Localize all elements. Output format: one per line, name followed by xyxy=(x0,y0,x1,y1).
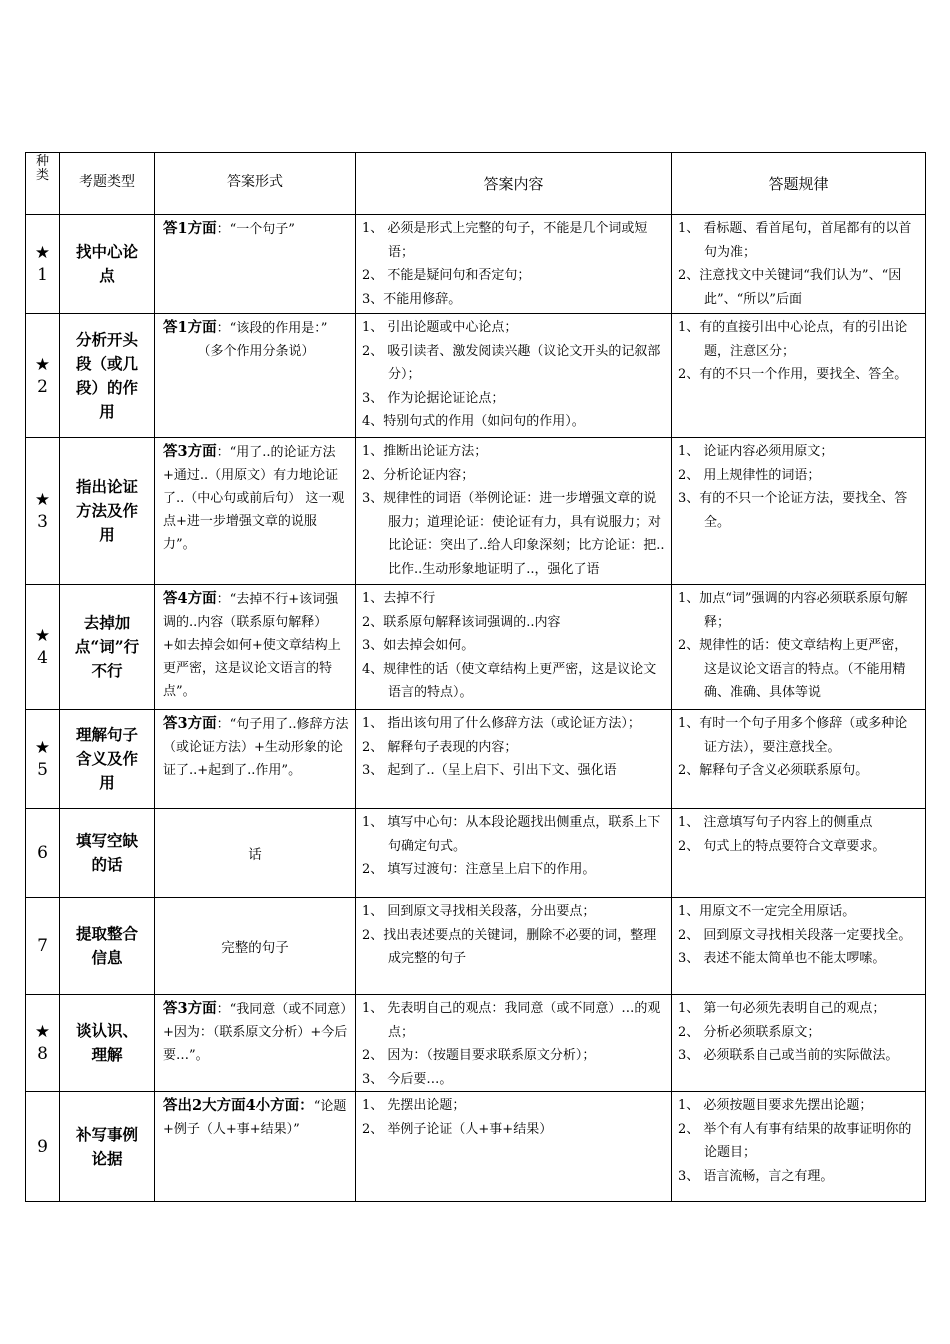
category-marker: ★ 4 xyxy=(34,626,51,668)
answer-form-text xyxy=(163,217,349,241)
category-cell xyxy=(26,809,60,898)
category-cell xyxy=(26,898,60,995)
answer-form-text xyxy=(163,316,349,340)
rule-item: 1、用原文不一定完全用原话。 xyxy=(678,904,856,919)
answer-rule-cell xyxy=(672,215,926,314)
category-cell xyxy=(26,215,60,314)
rule-item: 3、有的不只一个论证方法，要找全、答全。 xyxy=(678,491,908,530)
answer-form-template: ：“用了..的论证方法+通过..（用原文）有力地论证了..（中心句或前后句） 这一观点+进一步增强文章的说服力”。 xyxy=(163,445,345,552)
question-type-cell: 谈认识、理解 xyxy=(60,995,155,1092)
content-item: 1、 先表明自己的观点：我同意（或不同意）…的观点； xyxy=(362,1001,661,1040)
header-rule: 答题规律 xyxy=(672,153,926,215)
category-marker: 7 xyxy=(37,936,48,956)
rule-item: 2、 回到原文寻找相关段落一定要找全。 xyxy=(678,927,912,943)
answer-form-template: ：“该段的作用是：” xyxy=(216,321,328,336)
question-type-cell: 填写空缺的话 xyxy=(60,809,155,898)
answer-form-cell xyxy=(155,710,356,809)
table-row xyxy=(26,809,926,898)
rule-item: 3、 语言流畅，言之有理。 xyxy=(678,1168,834,1184)
rule-item: 1、 论证内容必须用原文； xyxy=(678,444,834,459)
category-cell xyxy=(26,995,60,1092)
rule-item: 1、 看标题、看首尾句，首尾都有的以首句为准； xyxy=(678,221,912,260)
category-cell xyxy=(26,438,60,585)
category-marker: ★ 2 xyxy=(34,354,51,397)
category-cell xyxy=(26,314,60,438)
content-item: 1、 填写中心句：从本段论题找出侧重点，联系上下句确定句式。 xyxy=(362,815,661,854)
answer-content-cell xyxy=(356,809,672,898)
content-item: 3、不能用修辞。 xyxy=(362,291,462,307)
answer-form-template: ：“去掉不行+该词强调的..内容（联系原句解释）+如去掉会如何+使文章结构上更严密，这是议论文语言的特点”。 xyxy=(163,592,341,699)
content-item: 1、 先摆出论题； xyxy=(362,1098,466,1113)
content-item: 2、 填写过渡句：注意呈上启下的作用。 xyxy=(362,862,596,877)
answer-form-cell xyxy=(155,1092,356,1202)
answer-form-count: 答3方面 xyxy=(163,715,217,732)
rule-item: 2、 分析必须联系原文； xyxy=(678,1024,821,1040)
table-row xyxy=(26,314,926,438)
table-row xyxy=(26,215,926,314)
question-type-cell: 理解句子含义及作用 xyxy=(60,710,155,809)
answer-form-text xyxy=(163,440,349,556)
header-kind: 种 类 xyxy=(26,153,60,215)
question-type-cell: 补写事例论据 xyxy=(60,1092,155,1202)
answer-rule-cell xyxy=(672,995,926,1092)
content-item: 1、 必须是形式上完整的句子，不能是几个词或短语； xyxy=(362,221,648,260)
rule-item: 2、 句式上的特点要符合文章要求。 xyxy=(678,838,886,854)
answer-form-count: 答1方面 xyxy=(163,319,217,336)
question-type-cell: 提取整合信息 xyxy=(60,898,155,995)
rule-item: 2、 举个有人有事有结果的故事证明你的论题目； xyxy=(678,1121,912,1160)
answer-rule-cell xyxy=(672,1092,926,1202)
table-row xyxy=(26,995,926,1092)
answer-content-cell xyxy=(356,710,672,809)
category-cell xyxy=(26,1092,60,1202)
rule-item: 1、有的直接引出中心论点，有的引出论题，注意区分； xyxy=(678,320,908,359)
content-item: 2、 吸引读者、激发阅读兴趣（议论文开头的记叙部分）； xyxy=(362,343,661,382)
content-item: 1、推断出论证方法； xyxy=(362,444,488,459)
answer-form-cell: 话 xyxy=(155,809,356,898)
answer-content-cell xyxy=(356,314,672,438)
answer-form-template: ：“我同意（或不同意）+因为：（联系原文分析）+今后要…”。 xyxy=(163,1002,348,1063)
header-content: 答案内容 xyxy=(356,153,672,215)
answer-content-cell xyxy=(356,438,672,585)
answer-form-count: 答4方面 xyxy=(163,590,217,607)
answer-form-text xyxy=(163,997,349,1067)
answer-form-text xyxy=(163,712,349,782)
answer-form-text xyxy=(163,1094,349,1141)
content-item: 4、规律性的话（使文章结构上更严密，这是议论文语言的特点）。 xyxy=(362,661,657,700)
rule-item: 1、有时一个句子用多个修辞（或多种论证方法），要注意找全。 xyxy=(678,716,908,755)
exam-answer-table xyxy=(25,152,926,1202)
question-type-cell: 分析开头段（或几段）的作用 xyxy=(60,314,155,438)
answer-rule-cell xyxy=(672,314,926,438)
rule-item: 3、 表述不能太简单也不能太啰嗦。 xyxy=(678,951,886,966)
answer-form-cell xyxy=(155,215,356,314)
content-item: 2、找出表述要点的关键词，删除不必要的词，整理成完整的句子 xyxy=(362,927,657,966)
answer-form-cell xyxy=(155,585,356,710)
answer-form-template: ：“句子用了..修辞方法（或论证方法）+生动形象的论证了..+起到了..作用”。 xyxy=(163,717,349,778)
table-row xyxy=(26,710,926,809)
header-row xyxy=(26,153,926,215)
category-marker: 9 xyxy=(37,1136,48,1157)
rule-item: 2、有的不只一个作用，要找全、答全。 xyxy=(678,367,908,382)
content-item: 3、规律性的词语（举例论证：进一步增强文章的说服力；道理论证：使论证有力，具有说服力；对比论证：突出了..给人印象深刻；比方论证：把..比作..生动形象地证明了..，强化了语 xyxy=(362,491,665,577)
content-item: 1、 回到原文寻找相关段落，分出要点； xyxy=(362,904,596,919)
answer-rule-cell xyxy=(672,898,926,995)
category-marker: ★ 5 xyxy=(34,738,51,780)
content-item: 4、特别句式的作用（如问句的作用）。 xyxy=(362,414,585,429)
content-item: 2、 不能是疑问句和否定句； xyxy=(362,268,531,283)
rule-item: 3、 必须联系自己或当前的实际做法。 xyxy=(678,1048,899,1063)
content-item: 1、去掉不行 xyxy=(362,591,436,606)
table-row xyxy=(26,898,926,995)
category-marker: ★ 8 xyxy=(34,1022,51,1064)
content-item: 2、 因为：（按题目要求联系原文分析）； xyxy=(362,1048,596,1063)
question-type-cell: 找中心论点 xyxy=(60,215,155,314)
answer-content-cell xyxy=(356,898,672,995)
answer-rule-cell xyxy=(672,438,926,585)
content-item: 2、联系原句解释该词强调的..内容 xyxy=(362,614,561,630)
answer-form-cell xyxy=(155,438,356,585)
category-cell xyxy=(26,585,60,710)
table-row xyxy=(26,438,926,585)
answer-rule-cell xyxy=(672,710,926,809)
table-row xyxy=(26,585,926,710)
rule-item: 2、注意找文中关键词“我们认为”、“因此”、“所以”后面 xyxy=(678,268,902,307)
content-item: 3、 作为论据论证论点； xyxy=(362,390,505,406)
content-item: 2、 解释句子表现的内容； xyxy=(362,739,518,755)
content-item: 3、 起到了..（呈上启下、引出下文、强化语 xyxy=(362,763,617,778)
content-item: 2、分析论证内容； xyxy=(362,467,475,483)
category-cell xyxy=(26,710,60,809)
rule-item: 1、加点“词”强调的内容必须联系原句解释； xyxy=(678,591,908,630)
table-row xyxy=(26,1092,926,1202)
answer-content-cell xyxy=(356,215,672,314)
answer-form-cell: 完整的句子 xyxy=(155,898,356,995)
content-item: 1、 引出论题或中心论点； xyxy=(362,320,518,335)
rule-item: 2、解释句子含义必须联系原句。 xyxy=(678,763,869,778)
answer-form-template: “论题+例子（人+事+结果）” xyxy=(163,1099,347,1137)
answer-form-count: 答出2大方面4小方面： xyxy=(163,1097,314,1114)
answer-form-text xyxy=(163,587,349,703)
answer-form-cell xyxy=(155,995,356,1092)
header-form: 答案形式 xyxy=(155,153,356,215)
header-type: 考题类型 xyxy=(60,153,155,215)
answer-form-note: （多个作用分条说） xyxy=(197,344,315,359)
answer-rule-cell xyxy=(672,809,926,898)
content-item: 1、 指出该句用了什么修辞方法（或论证方法）； xyxy=(362,716,641,731)
answer-form-count: 答3方面 xyxy=(163,443,217,460)
content-item: 3、如去掉会如何。 xyxy=(362,638,475,653)
content-item: 2、 举例子论证（人+事+结果） xyxy=(362,1121,553,1137)
answer-form-cell xyxy=(155,314,356,438)
answer-content-cell xyxy=(356,995,672,1092)
content-item: 3、 今后要…。 xyxy=(362,1071,453,1087)
category-marker: ★ 1 xyxy=(34,243,51,285)
answer-form-count: 答3方面 xyxy=(163,1000,217,1017)
rule-item: 2、 用上规律性的词语； xyxy=(678,467,821,483)
category-marker: 6 xyxy=(37,843,48,863)
question-type-cell: 指出论证方法及作用 xyxy=(60,438,155,585)
category-marker: ★ 3 xyxy=(34,490,51,532)
answer-form-count: 答1方面 xyxy=(163,220,217,237)
answer-form-template: ：“一个句子” xyxy=(216,222,295,237)
answer-content-cell xyxy=(356,585,672,710)
rule-item: 1、 第一句必须先表明自己的观点； xyxy=(678,1001,886,1016)
rule-item: 1、 注意填写句子内容上的侧重点 xyxy=(678,815,873,830)
answer-rule-cell xyxy=(672,585,926,710)
answer-content-cell xyxy=(356,1092,672,1202)
rule-item: 1、 必须按题目要求先摆出论题； xyxy=(678,1098,873,1113)
question-type-cell: 去掉加点“词”行不行 xyxy=(60,585,155,710)
rule-item: 2、规律性的话：使文章结构上更严密，这是议论文语言的特点。（不能用精确、准确、具体等说 xyxy=(678,638,908,700)
